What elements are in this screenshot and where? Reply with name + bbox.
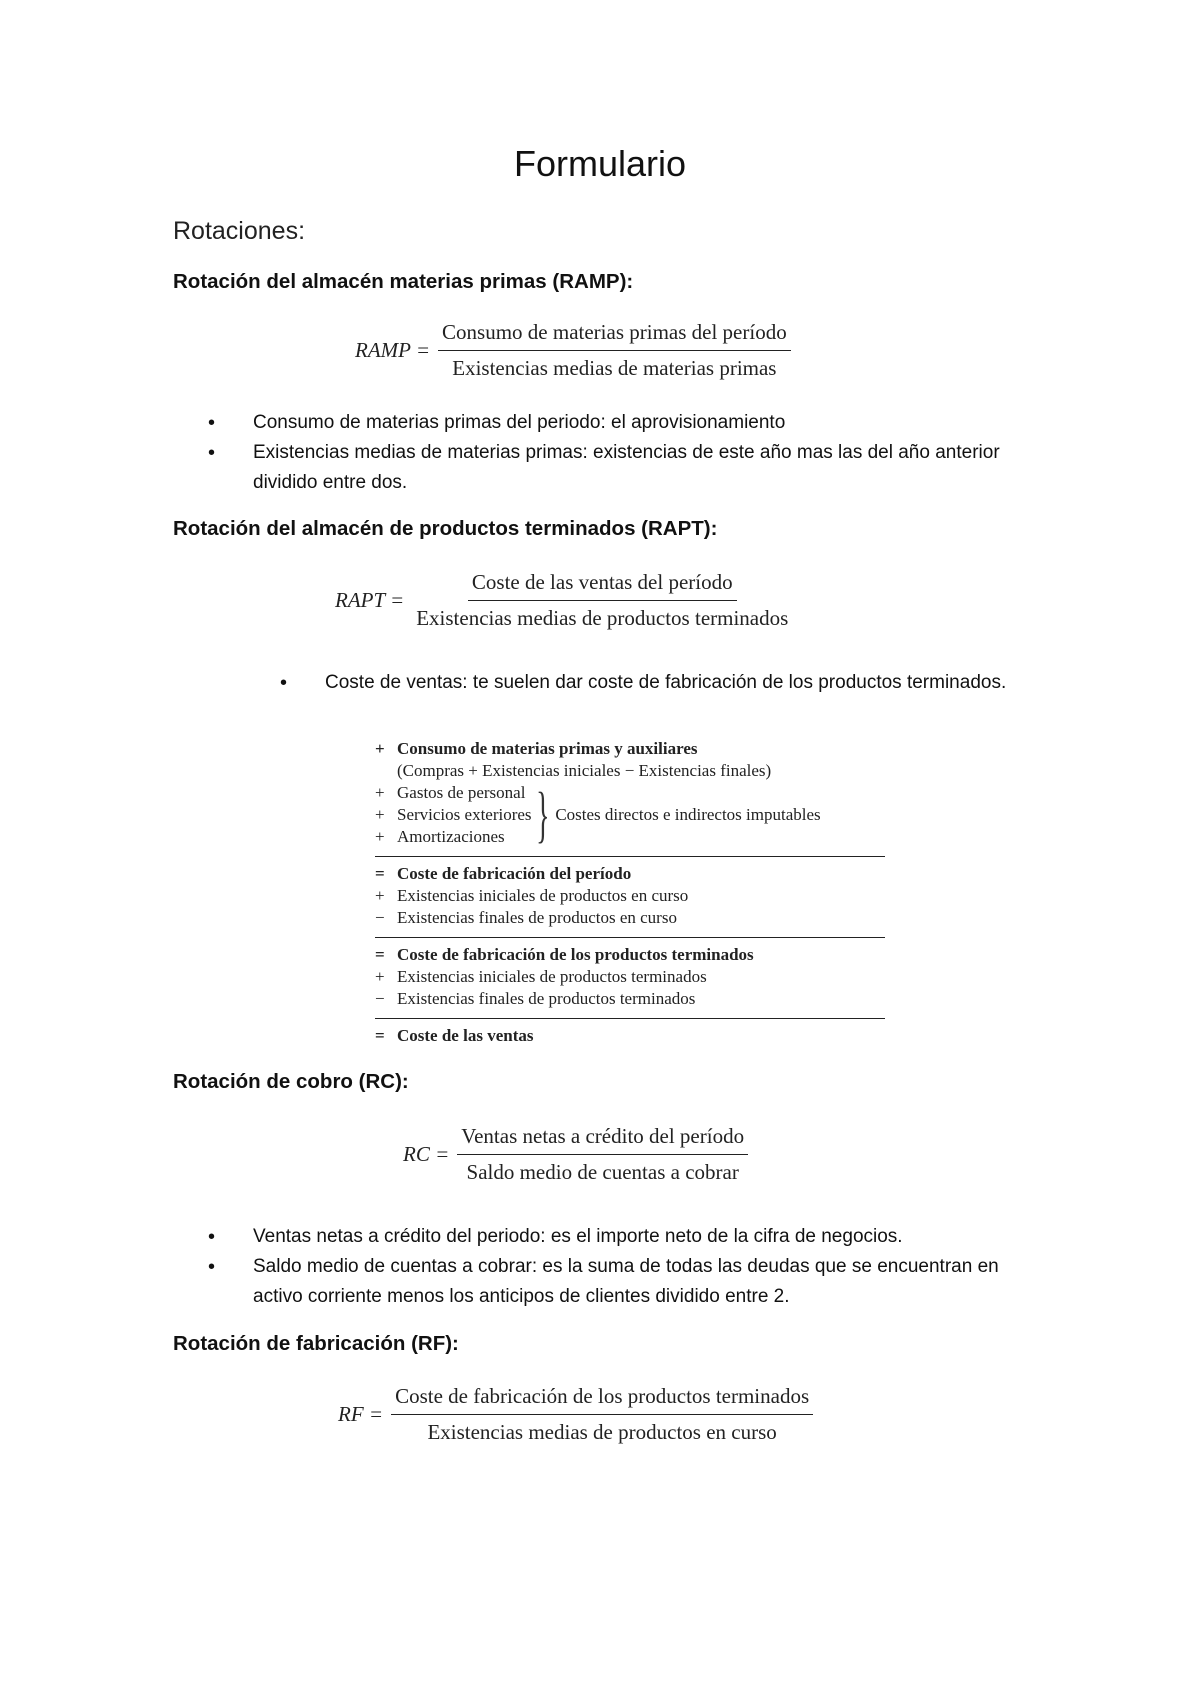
rc-denominator: Saldo medio de cuentas a cobrar — [466, 1160, 739, 1184]
rapt-bullet-list — [280, 668, 1020, 698]
rapt-fraction — [412, 570, 792, 631]
rapt-heading: Rotación del almacén de productos terminados (RAPT): — [173, 517, 718, 540]
table-row: = Coste de fabricación de los productos terminados — [375, 945, 754, 964]
table-row: = Coste de fabricación del período — [375, 864, 632, 883]
rapt-denominator: Existencias medias de productos terminados — [416, 606, 789, 630]
table-row: + Amortizaciones — [375, 827, 505, 846]
rapt-numerator: Coste de las ventas del período — [468, 570, 737, 601]
list-item: • Consumo de materias primas del periodo: el aprovisionamiento — [208, 408, 1028, 438]
ramp-formula-lhs: RAMP = — [355, 338, 431, 362]
rf-heading: Rotación de fabricación (RF): — [173, 1332, 459, 1355]
list-item: • Existencias medias de materias primas: existencias de este año mas las del año anterior dividido entre dos. — [208, 438, 1028, 498]
table-row: − Existencias finales de productos en curso — [375, 908, 677, 927]
divider — [375, 856, 885, 857]
rf-denominator: Existencias medias de productos en curso — [427, 1420, 777, 1444]
brace-label: Costes directos e indirectos imputables — [555, 805, 821, 824]
ramp-bullet-list — [208, 408, 1028, 498]
table-row: + Consumo de materias primas y auxiliares — [375, 739, 698, 758]
rc-fraction — [457, 1124, 748, 1185]
cost-of-sales-table — [375, 738, 885, 1047]
rc-heading: Rotación de cobro (RC): — [173, 1070, 409, 1093]
table-row: + Existencias iniciales de productos en curso — [375, 886, 689, 905]
divider — [375, 1018, 885, 1019]
ramp-denominator: Existencias medias de materias primas — [452, 356, 777, 380]
section-heading: Rotaciones: — [173, 217, 306, 245]
page-title: Formulario — [513, 143, 687, 184]
rc-formula-lhs: RC = — [403, 1142, 450, 1166]
list-item: • Saldo medio de cuentas a cobrar: es la suma de todas las deudas que se encuentran en activo corriente menos los anticipos de clientes dividido entre 2. — [208, 1252, 1028, 1312]
list-item: • Coste de ventas: te suelen dar coste de fabricación de los productos terminados. — [280, 668, 1020, 698]
rapt-formula — [335, 570, 792, 631]
rf-fraction — [391, 1384, 813, 1445]
rc-numerator: Ventas netas a crédito del período — [457, 1124, 748, 1155]
table-row: + Servicios exteriores — [375, 805, 532, 824]
rc-bullet-list — [208, 1222, 1028, 1312]
curly-brace-icon: } — [535, 781, 550, 849]
table-row: + Gastos de personal — [375, 783, 526, 802]
rf-formula — [338, 1384, 813, 1445]
rf-formula-lhs: RF = — [338, 1402, 384, 1426]
table-row: − Existencias finales de productos terminados — [375, 989, 696, 1008]
direct-costs-group — [375, 782, 885, 848]
ramp-heading: Rotación del almacén materias primas (RAMP): — [173, 270, 634, 293]
list-item: • Ventas netas a crédito del periodo: es el importe neto de la cifra de negocios. — [208, 1222, 1028, 1252]
ramp-numerator: Consumo de materias primas del período — [438, 320, 791, 351]
table-row: + Existencias iniciales de productos terminados — [375, 967, 707, 986]
rc-formula — [403, 1124, 748, 1185]
rf-numerator: Coste de fabricación de los productos terminados — [391, 1384, 813, 1415]
ramp-fraction — [438, 320, 791, 381]
rapt-formula-lhs: RAPT = — [335, 588, 405, 612]
table-row: (Compras + Existencias iniciales − Existencias finales) — [397, 761, 772, 780]
ramp-formula — [355, 320, 791, 381]
table-row: = Coste de las ventas — [375, 1026, 534, 1045]
divider — [375, 937, 885, 938]
